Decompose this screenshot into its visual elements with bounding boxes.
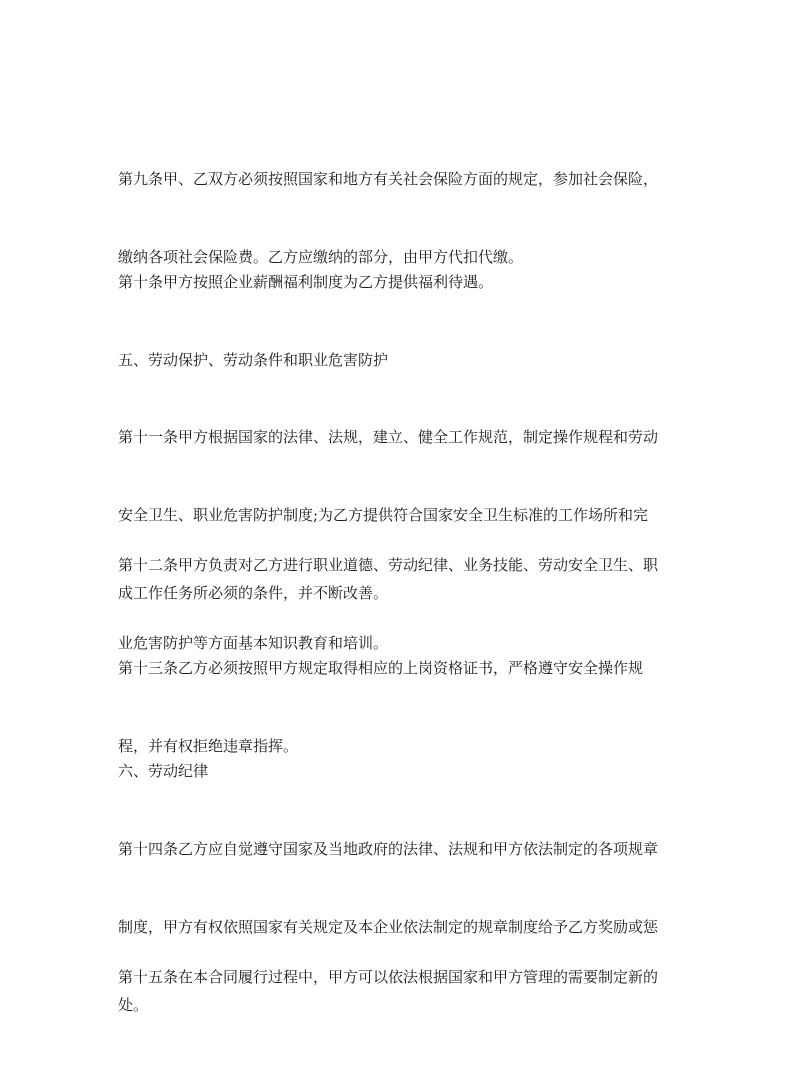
text-line: 第十五条在本合同履行过程中，甲方可以依法根据国家和甲方管理的需要制定新的 <box>118 968 659 986</box>
text-line: 第十三条乙方必须按照甲方规定取得相应的上岗资格证书，严格遵守安全操作规 <box>118 659 644 677</box>
text-line: 安全卫生、职业危害防护制度;为乙方提供符合国家安全卫生标准的工作场所和完 <box>118 506 649 524</box>
text-line: 缴纳各项社会保险费。乙方应缴纳的部分，由甲方代扣代缴。 <box>118 248 524 266</box>
text-line: 第九条甲、乙双方必须按照国家和地方有关社会保险方面的规定，参加社会保险， <box>118 170 659 188</box>
text-line: 第十条甲方按照企业薪酬福利制度为乙方提供福利待遇。 <box>118 273 494 291</box>
text-line: 第十二条甲方负责对乙方进行职业道德、劳动纪律、业务技能、劳动安全卫生、职 <box>118 556 659 574</box>
text-line: 第十一条甲方根据国家的法律、法规，建立、健全工作规范，制定操作规程和劳动 <box>118 428 659 446</box>
text-line: 处。 <box>118 996 149 1014</box>
text-line: 六、劳动纪律 <box>118 762 209 780</box>
text-line: 五、劳动保护、劳动条件和职业危害防护 <box>118 351 389 369</box>
text-line: 业危害防护等方面基本知识教育和培训。 <box>118 634 389 652</box>
paragraph-article-15 <box>118 912 680 1042</box>
text-line: 制度，甲方有权依照国家有关规定及本企业依法制定的规章制度给予乙方奖励或惩 <box>118 918 659 936</box>
text-line: 第十四条乙方应自觉遵守国家及当地政府的法律、法规和甲方依法制定的各项规章 <box>118 840 659 858</box>
text-line: 程，并有权拒绝违章指挥。 <box>118 737 299 755</box>
text-line: 成工作任务所必须的条件，并不断改善。 <box>118 584 389 602</box>
